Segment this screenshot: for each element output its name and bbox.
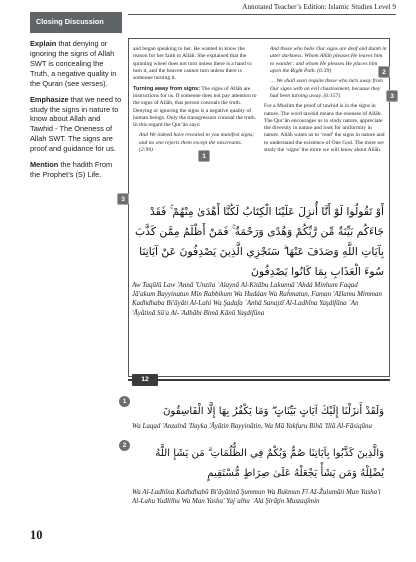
header-rule [128,14,396,15]
verse-number-badge-2: 2 [119,440,130,451]
annotation-badge-3: 3 [386,90,398,102]
textbook-right-column [264,46,388,157]
section-divider [128,374,390,386]
transliteration-verse-1: Wa Laqad 'Anzalnā 'Ilayka 'Āyātin Bayyinātin, Wa Mā Yakfuru Bihā 'Illā Al-Fāsiqūna [132,422,372,430]
turning-away-subheading: Turning away from signs: [133,85,201,92]
annotation-badge-1: 1 [198,150,210,162]
mention-lead: Mention [30,160,59,170]
explain-item [30,39,122,89]
turning-away-paragraph [133,86,257,130]
textbook-left-column [133,46,257,157]
arabic-verse-1: وَلَقَدْ أَنزَلْنَا إِلَيْكَ آيَاتٍ بَيِّنَاتٍ ۖ وَمَا يَكْفُرُ بِهَا إِلَّا الْفَاسِقُونَ [162,406,384,417]
arabic-verse-6-157: أَوْ تَقُولُوا لَوْ أَنَّا أُنزِلَ عَلَيْنَا الْكِتَابُ لَكُنَّا أَهْدَىٰ مِنْهُمْ ۚ فَقَدْ جَاءَكُم بَيِّنَةٌ مِّن رَّبِّكُمْ وَهُدًى وَرَحْمَةٌ ۚ فَمَنْ أَظْلَمُ مِمَّن كَذَّبَ بِآيَاتِ اللَّهِ وَصَدَفَ عَنْهَا ۗ سَنَجْزِي الَّذِينَ يَصْدِفُونَ عَنْ آيَاتِنَا سُوءَ الْعَذَابِ بِمَا كَانُوا يَصْدِفُونَ [135,205,384,278]
emphasize-lead: Emphasize [30,94,69,104]
explain-lead: Explain [30,39,57,48]
arabic-verse-2: وَالَّذِينَ كَذَّبُوا بِآيَاتِنَا صُمٌّ وَبُكْمٌ فِي الظُّلُمَاتِ ۗ مَن يَشَإِ اللَّهُ يُضْلِلْهُ وَمَن يَشَأْ يَجْعَلْهُ عَلَىٰ صِرَاطٍ مُّسْتَقِيمٍ [155,448,384,479]
mention-item [30,160,122,180]
verse-number-badge-1: 1 [119,396,130,407]
emphasize-text: that we need to study the signs in nature to know about Allah and Tawhid - The Oneness of Allah SWT. The signs are proof and guidance for us. [30,94,122,154]
section-number-tab: 12 [132,374,158,386]
closing-discussion-panel [30,12,122,186]
running-header: Annotated Teacher’s Edition: Islamic Studies Level 9 [242,3,396,11]
annotation-badge-2: 2 [378,66,390,78]
transliteration-verse-2: Wa Al-Ladhīna Kadhdhabū Bi'āyātinā Şummun Wa Bukmun Fī Až-Žulumāti Man Yasha'i Al-Lahu Yuđlilhu Wa Man Yasha' Yaj`alhu `Alá Şirāţin Mustaqīmin [132,488,381,506]
explain-text: that denying or ignoring the signs of Allah SWT is concealing the Truth, a negative quality in the Quran (see verses). [30,39,117,88]
closing-discussion-body [30,39,122,180]
closing-discussion-heading: Closing Discussion [30,12,122,33]
story-paragraph: and began speaking to her. He wanted to know the reason for her faith in Allāh. She explained that the spinning wheel does not turn unless there is a hand to turn it, and the heaven cannot turn unless there is someone turning it. [133,46,252,82]
transliteration-6-157: Aw Taqūlū Law 'Annā 'Unzila `Alaynā Al-Kitābu Lakunnā 'Ahdá Minhum Faqad Jā'akum Bayyinatun Min Rabbikum Wa Hudáan Wa Raĥmatun, Faman 'Ažlamu Mimman Kadhdhaba Bi'āyāti Al-Lahi Wa Şadafa `Anhā Sanajzī Al-Ladhīna Yaşdifūna `An 'Āyātinā Sū'a Al-`Adhābi Bimā Kānū Yaşdifūna [132,281,382,317]
quran-quote-6-157: … We shall soon requite those who turn away from Our signs with an evil chastisement, because they had been turning away. (6:157) [270,78,383,99]
page-number: 10 [30,528,43,542]
emphasize-item [30,95,122,155]
mention-text: the hadith From the Prophet’s (S) Life. [30,160,113,180]
divider-bar [128,379,390,381]
turning-away-text: The signs of Allāh are instructions for us. If someone does not pay attention to the signs of Allāh, that person conceals the truth. Denying or ignoring the signs is a negative quality of human beings. Only the transgressors conceal the truth. In this regard the Qur’ān says: [133,85,257,129]
tawhid-paragraph: For a Muslim the proof of tawhid is in the signs in nature. The word tawhid means the oneness of Allāh. The Qur’ān encourages us to study nature, appreciate the diversity in nature and look for uniformity in nature. Allāh wants us to ‘read’ the signs in nature and to understand the existence of One God. The more we study the ‘signs’ the more we will know about Allāh. [264,103,385,154]
quran-quote-2-99: And We indeed have revealed to you manifest signs; and no one rejects them except the miscreants. (2:99) [139,132,255,154]
quran-quote-6-39: And those who belie Our signs are deaf and dumb in utter darkness. Whom Allāh pleases He leaves him to wander; and whom He pleases He places him upon the Right Path. (6:39) [270,46,387,74]
annotation-badge-3-side: 3 [117,193,129,205]
